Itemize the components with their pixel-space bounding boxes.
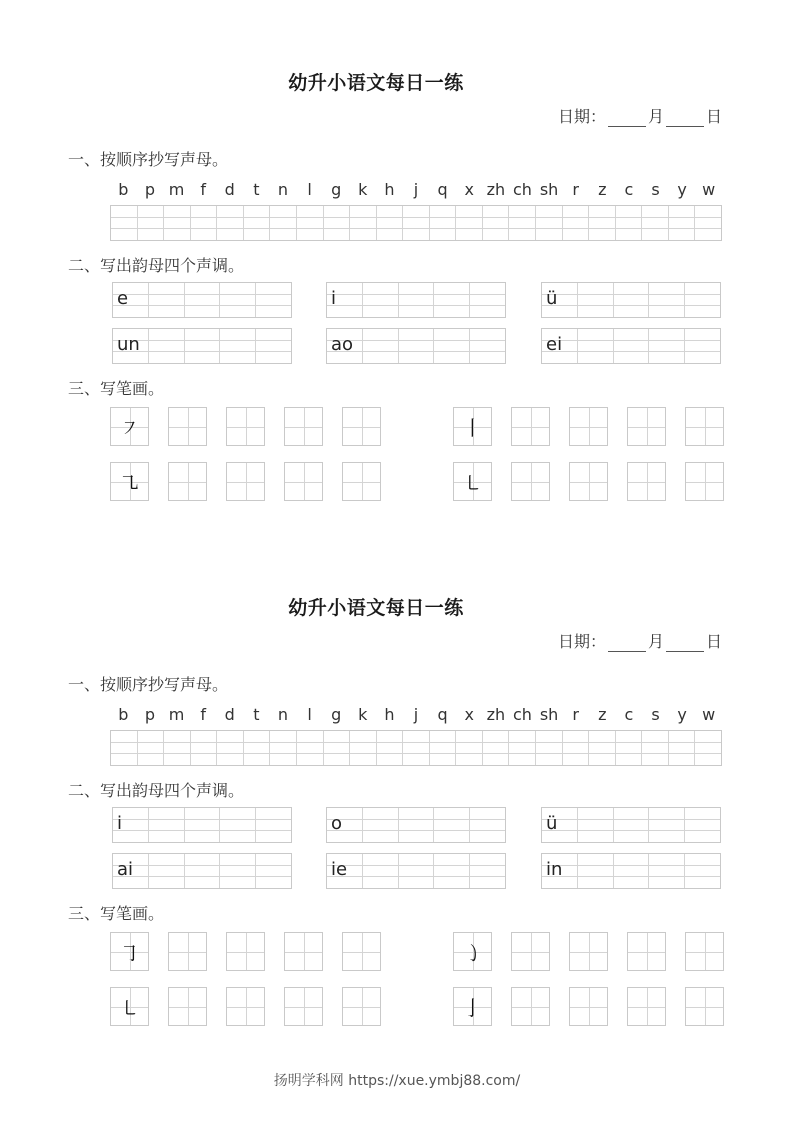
consonant-letter: x — [464, 705, 474, 724]
writing-cell[interactable] — [111, 731, 138, 765]
tian-zi-ge-cell[interactable] — [511, 407, 550, 446]
consonant-writing-grid — [110, 205, 722, 241]
stroke-glyph: ㇇ — [119, 416, 140, 440]
consonant-letter: y — [677, 180, 687, 199]
writing-cell[interactable] — [578, 854, 614, 888]
tian-zi-ge-cell[interactable] — [284, 407, 323, 446]
writing-cell[interactable] — [509, 206, 536, 240]
writing-cell[interactable] — [614, 283, 650, 317]
month-label: 月 — [647, 107, 664, 126]
consonant-letter: k — [358, 180, 368, 199]
writing-cell[interactable] — [695, 206, 721, 240]
consonant-letter: y — [677, 705, 687, 724]
vowel-tone-box — [326, 328, 506, 364]
section-2-label: 二、写出韵母四个声调。 — [68, 781, 245, 800]
consonant-letter: l — [307, 705, 312, 724]
section-2-label: 二、写出韵母四个声调。 — [68, 256, 245, 275]
consonant-letter: l — [307, 180, 312, 199]
tian-zi-ge-cell[interactable] — [685, 407, 724, 446]
stroke-sample-box — [110, 462, 149, 501]
stroke-sample-box — [453, 932, 492, 971]
stroke-sample-box — [110, 987, 149, 1026]
writing-cell[interactable] — [614, 854, 650, 888]
tian-zi-ge-cell[interactable] — [627, 407, 666, 446]
writing-cell[interactable] — [649, 329, 685, 363]
consonant-letter: b — [118, 180, 129, 199]
consonant-letter: w — [702, 180, 716, 199]
writing-cell[interactable] — [434, 854, 470, 888]
month-blank[interactable] — [608, 637, 646, 652]
writing-cell[interactable] — [350, 206, 377, 240]
vowel-text: o — [331, 813, 343, 834]
writing-cell[interactable] — [363, 808, 399, 842]
writing-cell[interactable] — [589, 206, 616, 240]
tian-zi-ge-cell[interactable] — [569, 987, 608, 1026]
writing-cell[interactable] — [616, 731, 643, 765]
consonant-letter: g — [331, 180, 342, 199]
writing-cell[interactable] — [563, 206, 590, 240]
stroke-glyph: ㇄ — [119, 996, 140, 1020]
writing-cell[interactable] — [363, 854, 399, 888]
writing-cell[interactable] — [434, 808, 470, 842]
writing-cell[interactable] — [363, 329, 399, 363]
writing-cell[interactable] — [434, 329, 470, 363]
section-1-label: 一、按顺序抄写声母。 — [68, 675, 229, 694]
writing-cell[interactable] — [578, 283, 614, 317]
vowel-tone-box — [326, 853, 506, 889]
writing-cell[interactable] — [685, 854, 720, 888]
tian-zi-ge-cell[interactable] — [511, 932, 550, 971]
tian-zi-ge-cell[interactable] — [284, 987, 323, 1026]
tian-zi-ge-cell[interactable] — [168, 462, 207, 501]
tian-zi-ge-cell[interactable] — [627, 462, 666, 501]
consonant-letter: q — [437, 705, 448, 724]
consonant-letter: m — [168, 705, 185, 724]
stroke-sample-box — [453, 407, 492, 446]
tian-zi-ge-cell[interactable] — [226, 987, 265, 1026]
writing-cell[interactable] — [138, 731, 165, 765]
consonant-letter: f — [200, 180, 206, 199]
vowel-tone-box — [112, 853, 292, 889]
tian-zi-ge-cell[interactable] — [226, 932, 265, 971]
writing-cell[interactable] — [509, 731, 536, 765]
consonant-writing-grid — [110, 730, 722, 766]
writing-cell[interactable] — [191, 731, 218, 765]
writing-cell[interactable] — [185, 808, 221, 842]
tian-zi-ge-cell[interactable] — [627, 932, 666, 971]
tian-zi-ge-cell[interactable] — [168, 932, 207, 971]
tian-zi-ge-cell[interactable] — [342, 462, 381, 501]
stroke-glyph: ㇈ — [119, 471, 140, 495]
consonant-letter: n — [277, 180, 289, 199]
tian-zi-ge-cell[interactable] — [569, 932, 608, 971]
writing-cell[interactable] — [483, 206, 510, 240]
vowel-text: e — [117, 288, 129, 309]
writing-cell[interactable] — [220, 854, 256, 888]
writing-cell[interactable] — [470, 283, 505, 317]
vowel-text: un — [117, 334, 140, 355]
writing-cell[interactable] — [149, 854, 185, 888]
consonant-letter: z — [598, 705, 607, 724]
consonant-letter: zh — [486, 705, 506, 724]
vowel-text: ei — [546, 334, 563, 355]
writing-cell[interactable] — [578, 329, 614, 363]
vowel-tone-box — [112, 807, 292, 843]
writing-cell[interactable] — [430, 206, 457, 240]
writing-cell[interactable] — [377, 731, 404, 765]
consonant-letter: c — [624, 180, 634, 199]
consonant-letter: n — [277, 705, 289, 724]
writing-cell[interactable] — [614, 808, 650, 842]
writing-cell[interactable] — [695, 731, 721, 765]
vowel-text: ü — [546, 288, 558, 309]
writing-cell[interactable] — [256, 283, 291, 317]
stroke-glyph: ㇆ — [119, 941, 140, 965]
writing-cell[interactable] — [149, 283, 185, 317]
writing-cell[interactable] — [470, 854, 505, 888]
tian-zi-ge-cell[interactable] — [342, 987, 381, 1026]
writing-cell[interactable] — [399, 329, 435, 363]
writing-cell[interactable] — [149, 808, 185, 842]
date-label: 日期： — [557, 107, 606, 126]
consonant-letter: sh — [539, 705, 559, 724]
writing-cell[interactable] — [589, 731, 616, 765]
vowel-text: ao — [331, 334, 354, 355]
tian-zi-ge-cell[interactable] — [168, 407, 207, 446]
tian-zi-ge-cell[interactable] — [569, 462, 608, 501]
month-label: 月 — [647, 632, 664, 651]
tian-zi-ge-cell[interactable] — [685, 987, 724, 1026]
stroke-sample-box — [110, 407, 149, 446]
writing-cell[interactable] — [685, 808, 720, 842]
writing-cell[interactable] — [434, 283, 470, 317]
footer-watermark: 扬明学科网 https://xue.ymbj88.com/ — [273, 1073, 521, 1089]
month-blank[interactable] — [608, 112, 646, 127]
writing-cell[interactable] — [399, 283, 435, 317]
writing-cell[interactable] — [483, 731, 510, 765]
day-label: 日 — [705, 632, 722, 651]
date-label: 日期： — [557, 632, 606, 651]
consonant-letter: t — [253, 705, 260, 724]
writing-cell[interactable] — [149, 329, 185, 363]
writing-cell[interactable] — [164, 206, 191, 240]
vowel-tone-box — [541, 853, 721, 889]
section-3-label: 三、写笔画。 — [68, 379, 165, 398]
writing-cell[interactable] — [138, 206, 165, 240]
consonant-letter: m — [168, 180, 185, 199]
consonant-letter: r — [572, 705, 579, 724]
writing-cell[interactable] — [649, 808, 685, 842]
stroke-glyph: 亅 — [462, 996, 483, 1020]
tian-zi-ge-cell[interactable] — [511, 462, 550, 501]
writing-cell[interactable] — [399, 808, 435, 842]
writing-cell[interactable] — [563, 731, 590, 765]
day-label: 日 — [705, 107, 722, 126]
writing-cell[interactable] — [220, 283, 256, 317]
consonant-letter: h — [384, 705, 395, 724]
tian-zi-ge-cell[interactable] — [569, 407, 608, 446]
writing-cell[interactable] — [111, 206, 138, 240]
writing-cell[interactable] — [403, 731, 430, 765]
writing-cell[interactable] — [256, 808, 291, 842]
writing-cell[interactable] — [403, 206, 430, 240]
section-3-label: 三、写笔画。 — [68, 904, 165, 923]
writing-cell[interactable] — [217, 731, 244, 765]
writing-cell[interactable] — [616, 206, 643, 240]
stroke-glyph: ㇁ — [462, 941, 483, 965]
consonant-letter: j — [413, 705, 419, 724]
writing-cell[interactable] — [270, 206, 297, 240]
writing-cell[interactable] — [324, 731, 351, 765]
writing-cell[interactable] — [536, 731, 563, 765]
writing-cell[interactable] — [244, 731, 271, 765]
stroke-sample-box — [453, 462, 492, 501]
writing-cell[interactable] — [470, 329, 505, 363]
writing-cell[interactable] — [685, 283, 720, 317]
writing-cell[interactable] — [256, 329, 291, 363]
writing-cell[interactable] — [536, 206, 563, 240]
vowel-text: i — [117, 813, 123, 834]
vowel-tone-box — [112, 282, 292, 318]
writing-cell[interactable] — [256, 854, 291, 888]
consonant-letter: x — [464, 180, 474, 199]
consonant-letter: t — [253, 180, 260, 199]
writing-cell[interactable] — [669, 206, 696, 240]
writing-cell[interactable] — [399, 854, 435, 888]
vowel-tone-box — [541, 807, 721, 843]
consonant-letter: g — [331, 705, 342, 724]
consonant-letter: h — [384, 180, 395, 199]
writing-cell[interactable] — [642, 206, 669, 240]
vowel-tone-box — [541, 282, 721, 318]
date-line — [558, 629, 722, 652]
section-1-label: 一、按顺序抄写声母。 — [68, 150, 229, 169]
tian-zi-ge-cell[interactable] — [685, 932, 724, 971]
writing-cell[interactable] — [430, 731, 457, 765]
day-blank[interactable] — [666, 637, 704, 652]
vowel-text: ai — [117, 859, 134, 880]
consonant-letter: f — [200, 705, 206, 724]
writing-cell[interactable] — [185, 283, 221, 317]
writing-cell[interactable] — [614, 329, 650, 363]
tian-zi-ge-cell[interactable] — [511, 987, 550, 1026]
writing-cell[interactable] — [191, 206, 218, 240]
writing-cell[interactable] — [185, 854, 221, 888]
tian-zi-ge-cell[interactable] — [284, 932, 323, 971]
vowel-text: ie — [331, 859, 348, 880]
tian-zi-ge-cell[interactable] — [342, 932, 381, 971]
consonant-letter: s — [651, 180, 660, 199]
tian-zi-ge-cell[interactable] — [342, 407, 381, 446]
writing-cell[interactable] — [324, 206, 351, 240]
consonant-letter: zh — [486, 180, 506, 199]
consonant-letter: p — [144, 705, 155, 724]
writing-cell[interactable] — [649, 854, 685, 888]
consonant-letter: c — [624, 705, 634, 724]
writing-cell[interactable] — [220, 329, 256, 363]
writing-cell[interactable] — [220, 808, 256, 842]
stroke-glyph: 丨 — [462, 416, 483, 440]
consonant-letter: d — [224, 705, 235, 724]
worksheet-title: 幼升小语文每日一练 — [288, 597, 464, 619]
vowel-text: in — [546, 859, 563, 880]
consonant-letter: q — [437, 180, 448, 199]
writing-cell[interactable] — [377, 206, 404, 240]
writing-cell[interactable] — [642, 731, 669, 765]
consonant-letter: d — [224, 180, 235, 199]
writing-cell[interactable] — [685, 329, 720, 363]
consonant-letter: ch — [512, 180, 532, 199]
consonant-letter: z — [598, 180, 607, 199]
writing-cell[interactable] — [363, 283, 399, 317]
consonant-letter: j — [413, 180, 419, 199]
stroke-glyph: ㇄ — [462, 471, 483, 495]
stroke-sample-box — [110, 932, 149, 971]
consonant-letter: p — [144, 180, 155, 199]
vowel-tone-box — [112, 328, 292, 364]
writing-cell[interactable] — [297, 206, 324, 240]
vowel-tone-box — [326, 282, 506, 318]
consonant-letter: k — [358, 705, 368, 724]
consonant-letter: ch — [512, 705, 532, 724]
vowel-tone-box — [326, 807, 506, 843]
consonant-letter: w — [702, 705, 716, 724]
writing-cell[interactable] — [456, 206, 483, 240]
vowel-text: i — [331, 288, 337, 309]
writing-cell[interactable] — [297, 731, 324, 765]
worksheet-title: 幼升小语文每日一练 — [288, 72, 464, 94]
writing-cell[interactable] — [669, 731, 696, 765]
tian-zi-ge-cell[interactable] — [284, 462, 323, 501]
date-line — [558, 104, 722, 127]
writing-cell[interactable] — [217, 206, 244, 240]
consonant-letter: s — [651, 705, 660, 724]
consonant-letter: r — [572, 180, 579, 199]
tian-zi-ge-cell[interactable] — [627, 987, 666, 1026]
writing-cell[interactable] — [270, 731, 297, 765]
vowel-tone-box — [541, 328, 721, 364]
writing-cell[interactable] — [244, 206, 271, 240]
writing-cell[interactable] — [456, 731, 483, 765]
writing-cell[interactable] — [350, 731, 377, 765]
stroke-sample-box — [453, 987, 492, 1026]
consonant-letter: b — [118, 705, 129, 724]
writing-cell[interactable] — [470, 808, 505, 842]
consonant-row — [110, 705, 722, 724]
tian-zi-ge-cell[interactable] — [685, 462, 724, 501]
writing-cell[interactable] — [649, 283, 685, 317]
tian-zi-ge-cell[interactable] — [168, 987, 207, 1026]
writing-cell[interactable] — [164, 731, 191, 765]
consonant-row — [110, 180, 722, 199]
writing-cell[interactable] — [185, 329, 221, 363]
consonant-letter: sh — [539, 180, 559, 199]
day-blank[interactable] — [666, 112, 704, 127]
tian-zi-ge-cell[interactable] — [226, 407, 265, 446]
vowel-text: ü — [546, 813, 558, 834]
tian-zi-ge-cell[interactable] — [226, 462, 265, 501]
writing-cell[interactable] — [578, 808, 614, 842]
